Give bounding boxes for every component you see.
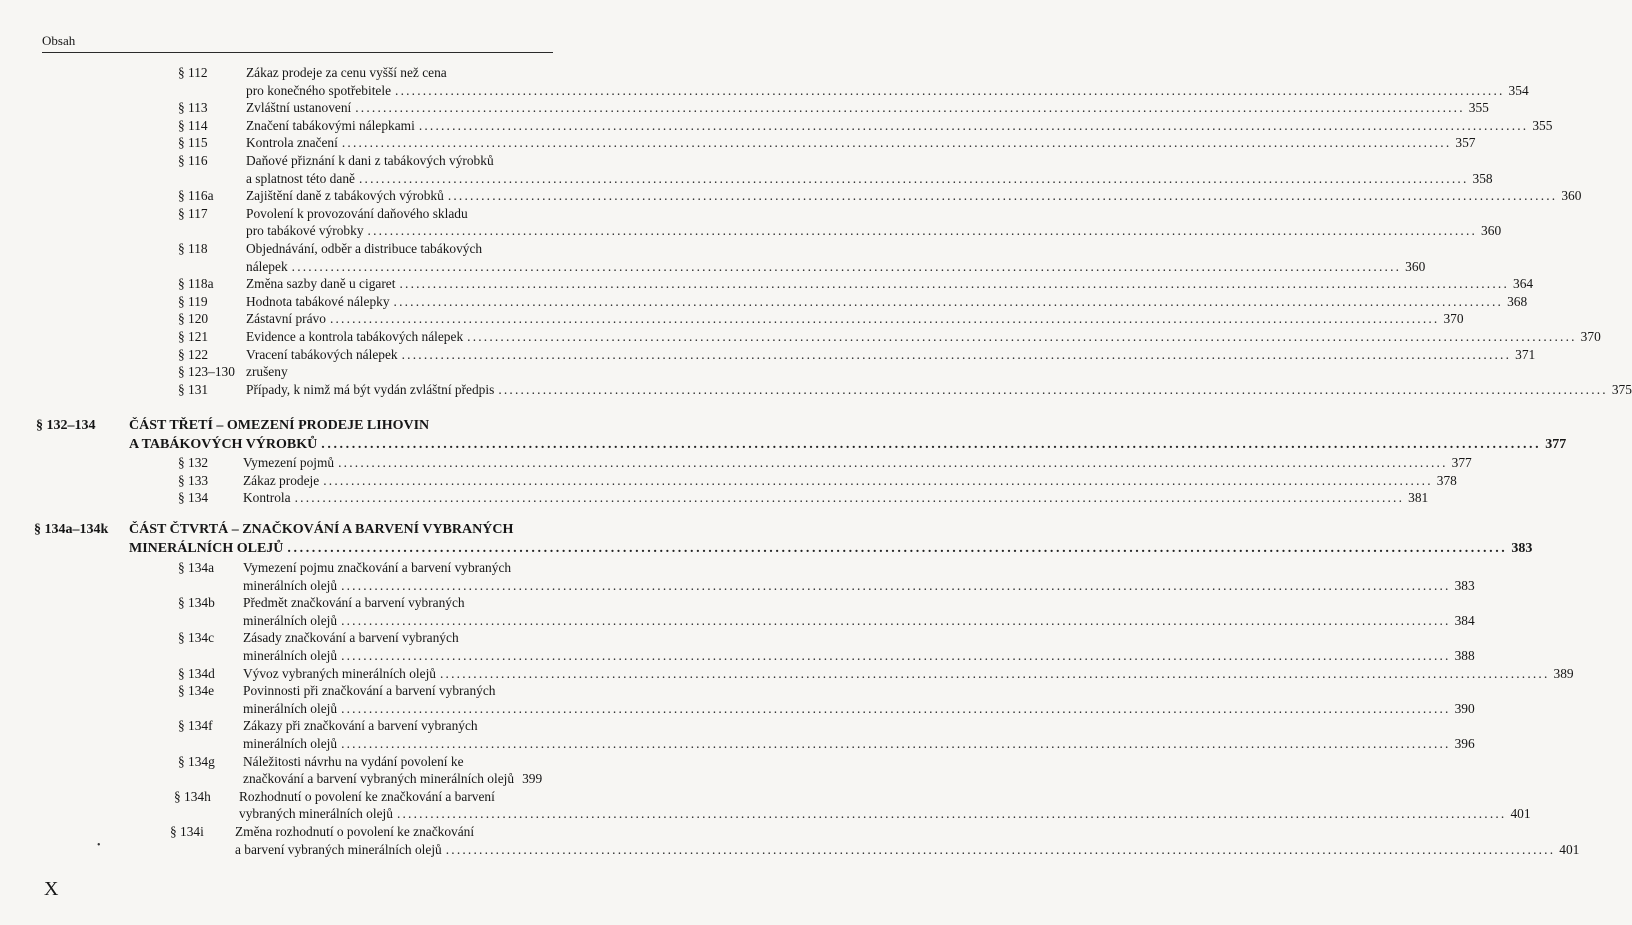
entry-title-line [246,134,1476,152]
entry-title-text: Zajištění daně z tabákových výrobků [246,188,444,204]
entry-title-text: minerálních olejů [243,735,338,751]
entry-title-line [246,293,1528,311]
entry-title-line [246,258,1426,276]
dot-leader: ........................................................................................................................................................................................................ [418,117,1529,133]
entry-title-text: pro tabákové výrobky [246,223,364,239]
entry-title-line [246,363,549,381]
header-title: Obsah [42,33,76,48]
entry-title-block [246,363,549,381]
dot-leader: ........................................................................................................................................................................................................ [291,258,1402,274]
entry-title-line [243,454,1472,472]
entry-title-block [246,275,1534,293]
entry-title-line [243,665,1574,683]
dot-leader: ........................................................................................................................................................................................................ [323,472,1433,488]
stray-dot-mark: • [97,840,101,851]
section-number: § 116 [178,153,208,168]
entry-title-text: Zvláštní ustanovení [246,100,352,116]
entry-title-block [239,788,1531,823]
page-number: 357 [1455,135,1476,151]
entry-title-text: zrušeny [246,364,288,380]
dot-leader: ........................................................................................................................................................................................................ [399,276,1509,292]
entry-title-line [235,823,541,841]
entry-title-line [246,117,1553,135]
entry-title-line [246,328,1601,346]
dot-leader: ........................................................................................................................................................................................................ [329,311,1440,327]
entry-title-text: Kontrola značení [246,135,338,151]
entry-title-block [246,293,1528,311]
entry-title-text: Zákazy při značkování a barvení vybraných [243,718,478,734]
section-number: § 116a [178,188,214,204]
page-number: 396 [1454,735,1475,751]
page-number: 355 [1532,117,1553,133]
entry-title-text: minerálních olejů [243,647,338,663]
entry-title-block [243,472,1457,490]
page-number: 389 [1553,665,1574,681]
entry-title-line [243,770,541,788]
entry-title-text: Případy, k nimž má být vydán zvláštní předpis [246,381,495,397]
entry-title-text: a barvení vybraných minerálních olejů [235,841,442,857]
entry-title-line [235,841,1580,859]
entry-title-line [243,735,1475,753]
entry-title-text: Zákaz prodeje za cenu vyšší než cena [246,65,447,80]
section-number: § 131 [178,381,209,397]
page-number: 377 [1451,455,1472,470]
page-number: 358 [1472,170,1493,186]
entry-title-block [246,310,1464,328]
page-number: 354 [1508,82,1529,98]
entry-title-text: Povinnosti při značkování a barvení vybraných [243,683,496,699]
entry-title-text: Rozhodnutí o povolení ke značkování a barvení [239,788,495,804]
entry-title-block [246,117,1553,135]
entry-title-line [243,472,1457,490]
entry-title-text: ČÁST ČTVRTÁ – ZNAČKOVÁNÍ A BARVENÍ VYBRANÝCH [129,522,514,537]
page-number: 383 [1511,541,1533,556]
entry-title-text: Vývoz vybraných minerálních olejů [243,665,436,681]
entry-title-text: vybraných minerálních olejů [239,806,393,822]
entry-title-line [243,612,1475,630]
entry-title-block [246,99,1489,117]
section-number: § 132 [178,455,209,470]
page-number-footer [44,878,58,901]
entry-title-line [239,788,541,806]
entry-title-line [246,82,1529,100]
entry-title-line [243,577,1475,595]
section-number: § 134a–134k [34,522,109,537]
page-number: 399 [522,771,543,787]
section-number: § 121 [178,329,209,344]
section-number: § 134g [178,753,215,769]
section-number: § 134h [174,788,211,804]
dot-leader: ........................................................................................................................................................................................................ [355,100,1465,116]
page-number: 401 [1510,806,1531,822]
page-number: 355 [1468,100,1489,116]
entry-title-block [246,152,1493,187]
entry-title-line [243,629,541,647]
entry-title-line [129,417,549,436]
entry-title-text: a splatnost této daně [246,170,355,186]
section-number: § 114 [178,117,208,133]
dot-leader: ........................................................................................................................................................................................................ [341,577,1451,593]
entry-title-line [243,559,541,577]
page-number: 360 [1481,223,1502,239]
dot-leader: ........................................................................................................................................................................................................ [445,841,1556,857]
entry-title-text: Náležitosti návrhu na vydání povolení ke [243,753,464,769]
section-number: § 117 [178,205,208,221]
dot-leader: ........................................................................................................................................................................................................ [395,82,1505,98]
entry-title-line [243,647,1475,665]
entry-title-block [129,417,1567,454]
dot-leader: ........................................................................................................................................................................................................ [294,490,1405,506]
entry-title-text: Objednávání, odběr a distribuce tabákových [246,241,483,256]
entry-title-block [246,134,1476,152]
dot-leader: ........................................................................................................................................................................................................ [321,436,1542,452]
dot-leader: ........................................................................................................................................................................................................ [367,223,1478,239]
entry-title-line [246,222,1502,240]
entry-title-block [246,187,1582,205]
entry-title-text: Značení tabákovými nálepkami [246,117,415,133]
entry-title-line [246,99,1489,117]
page-number: 368 [1507,293,1528,309]
entry-title-line [239,805,1531,823]
entry-title-block [243,717,1475,752]
entry-title-block [243,629,1475,664]
entry-title-line [246,170,1493,188]
section-number: § 123–130 [178,364,235,380]
running-header [42,33,553,53]
section-number: § 118a [178,276,214,292]
entry-title-block [129,521,1533,559]
entry-title-text: Vymezení pojmu značkování a barvení vybraných [243,560,512,575]
dot-leader: ........................................................................................................................................................................................................ [498,381,1608,397]
entry-title-block [243,594,1475,629]
entry-title-text: Zástavní právo [246,311,326,327]
entry-title-line [243,489,1429,507]
dot-leader: ........................................................................................................................................................................................................ [358,170,1469,186]
entry-title-line [246,152,549,170]
section-number: § 134f [178,718,213,734]
page-number: 364 [1513,276,1534,292]
entry-title-text: Vracení tabákových nálepek [246,346,398,362]
dot-leader: ........................................................................................................................................................................................................ [341,647,1451,663]
entry-title-text: Hodnota tabákové nálepky [246,293,390,309]
dot-leader: ........................................................................................................................................................................................................ [440,665,1550,681]
entry-title-text: Změna rozhodnutí o povolení ke značkování [235,824,475,839]
section-number: § 118 [178,241,208,256]
dot-leader: ........................................................................................................................................................................................................ [341,700,1451,716]
page-number: 377 [1545,436,1567,452]
entry-title-line [243,700,1475,718]
entry-title-block [246,346,1536,364]
dot-leader: ........................................................................................................................................................................................................ [341,612,1451,628]
section-number: § 119 [178,293,208,309]
section-number: § 134d [178,665,215,681]
entry-title-line [243,682,541,700]
entry-title-text: Evidence a kontrola tabákových nálepek [246,329,464,344]
page-number: 383 [1454,577,1475,593]
entry-title-line [129,436,1567,455]
section-number: § 132–134 [36,418,96,433]
entry-title-block [243,489,1429,507]
entry-title-block [246,205,1502,240]
entry-title-line [243,717,541,735]
entry-title-text: Předmět značkování a barvení vybraných [243,595,465,611]
dot-leader: ........................................................................................................................................................................................................ [467,329,1577,344]
entry-title-block [235,823,1580,858]
entry-title-block [243,753,541,788]
entry-title-text: MINERÁLNÍCH OLEJŮ [129,541,284,556]
entry-title-line [246,187,1582,205]
entry-title-text: minerálních olejů [243,612,338,628]
entry-title-line [246,240,549,258]
page-numeral: X [44,878,59,900]
section-number: § 113 [178,100,208,116]
entry-title-block [243,454,1472,472]
dot-leader: ........................................................................................................................................................................................................ [287,541,1508,556]
entry-title-line [246,64,549,82]
section-number: § 120 [178,311,209,327]
entry-title-line [243,594,541,612]
dot-leader: ........................................................................................................................................................................................................ [338,455,1448,470]
entry-title-block [246,64,1529,99]
entry-title-block [243,559,1475,594]
page-number: 401 [1559,841,1580,857]
page-number: 388 [1454,647,1475,663]
entry-title-text: minerálních olejů [243,700,338,716]
page-number: 370 [1580,329,1601,344]
section-number: § 115 [178,135,208,151]
entry-title-line [246,346,1536,364]
page-number: 375 [1611,381,1632,397]
entry-title-text: A TABÁKOVÝCH VÝROBKŮ [129,436,318,452]
entry-title-text: pro konečného spotřebitele [246,82,392,98]
dot-leader: ........................................................................................................................................................................................................ [393,293,1504,309]
entry-title-text: Vymezení pojmů [243,455,335,470]
entry-title-line [246,310,1464,328]
entry-title-block [243,665,1574,683]
entry-title-text: značkování a barvení vybraných minerálních olejů [243,771,515,787]
entry-title-line [246,381,1632,399]
entry-title-line [246,205,549,223]
entry-title-text: minerálních olejů [243,577,338,593]
entry-title-text: Daňové přiznání k dani z tabákových výrobků [246,153,494,168]
section-number: § 133 [178,472,209,488]
section-number: § 134c [178,630,215,646]
entry-title-line [129,540,1533,559]
entry-title-text: Zásady značkování a barvení vybraných [243,630,459,646]
entry-title-text: Povolení k provozování daňového skladu [246,205,468,221]
entry-title-block [246,240,1426,275]
dot-leader: ........................................................................................................................................................................................................ [341,735,1451,751]
entry-title-line [246,275,1534,293]
entry-title-text: ČÁST TŘETÍ – OMEZENÍ PRODEJE LIHOVIN [129,418,430,433]
entry-title-text: Kontrola [243,490,291,506]
section-number: § 122 [178,346,209,362]
page-number: 378 [1436,472,1457,488]
page-number: 390 [1454,700,1475,716]
section-number: § 134i [170,824,204,839]
dot-leader: ........................................................................................................................................................................................................ [401,346,1512,362]
entry-title-line [129,521,549,540]
page-number: 384 [1454,612,1475,628]
dot-leader: ........................................................................................................................................................................................................ [447,188,1558,204]
entry-title-block [246,381,1632,399]
section-number: § 134e [178,683,215,699]
page-number: 371 [1515,346,1536,362]
entry-title-block [243,682,1475,717]
entry-title-text: Zákaz prodeje [243,472,320,488]
page-number: 381 [1408,490,1429,506]
entry-title-block [246,328,1601,346]
entry-title-text: Změna sazby daně u cigaret [246,276,396,292]
entry-title-text: nálepek [246,258,288,274]
section-number: § 134 [178,490,209,506]
dot-leader: ........................................................................................................................................................................................................ [396,806,1507,822]
section-number: § 134a [178,560,215,575]
section-number: § 134b [178,595,215,611]
page-number: 360 [1405,258,1426,274]
dot-leader: ........................................................................................................................................................................................................ [341,135,1452,151]
page-number: 360 [1561,188,1582,204]
entry-title-line [243,753,541,771]
section-number: § 112 [178,65,208,80]
page-number: 370 [1443,311,1464,327]
